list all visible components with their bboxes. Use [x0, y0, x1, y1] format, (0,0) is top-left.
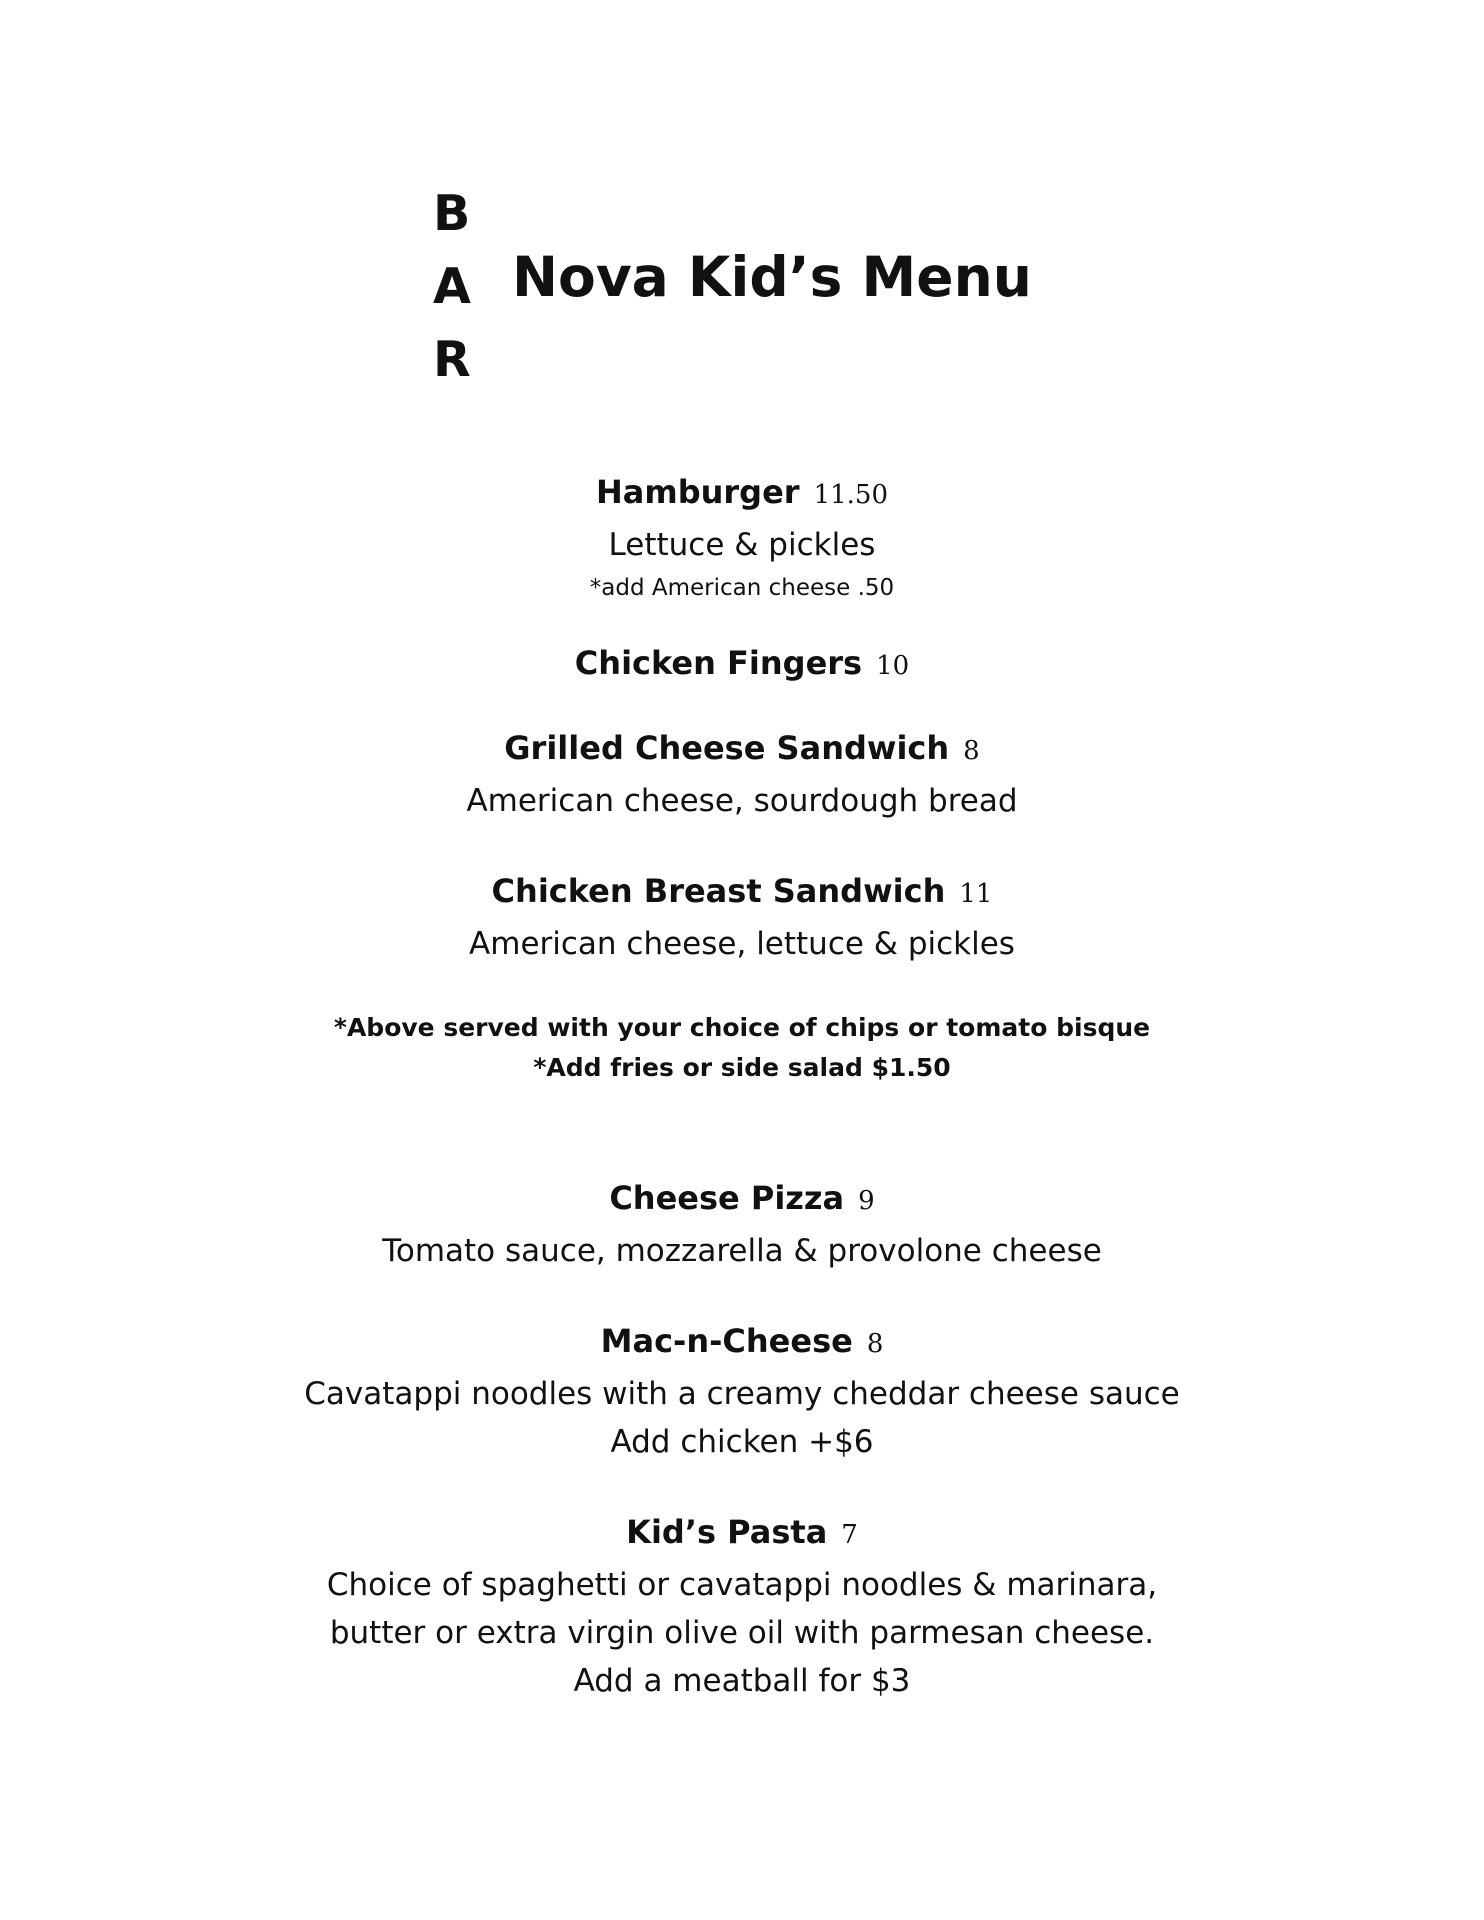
- item-description: Tomato sauce, mozzarella & provolone cheese: [382, 1233, 1102, 1269]
- item-header: [0, 1172, 1484, 1227]
- item-name: Cheese Pizza: [609, 1179, 845, 1217]
- item-note: *add American cheese .50: [589, 575, 895, 601]
- menu-item-chicken-breast-sandwich: [0, 865, 1484, 968]
- logo-letter-a: A: [433, 258, 471, 315]
- item-header: [0, 865, 1484, 920]
- item-description: American cheese, lettuce & pickles: [469, 926, 1015, 962]
- footnote-add-fries: *Add fries or side salad $1.50: [533, 1053, 951, 1082]
- item-header: [0, 722, 1484, 777]
- item-description-line: butter or extra virgin olive oil with parmesan cheese.: [329, 1615, 1155, 1651]
- logo-letter-r: R: [433, 331, 471, 388]
- menu-item-grilled-cheese: [0, 722, 1484, 825]
- item-name: Chicken Breast Sandwich: [491, 872, 946, 910]
- item-description: Lettuce & pickles: [608, 527, 876, 563]
- item-price: 11.50: [813, 480, 888, 510]
- served-with-notes: [0, 1008, 1484, 1088]
- item-name: Mac-n-Cheese: [600, 1322, 853, 1360]
- item-description-line: Choice of spaghetti or cavatappi noodles & marinara,: [326, 1567, 1158, 1603]
- item-name: Kid’s Pasta: [626, 1513, 828, 1551]
- item-price: 8: [866, 1329, 884, 1359]
- item-add-on: Add chicken +$6: [610, 1424, 874, 1460]
- menu-item-chicken-fingers: [0, 637, 1484, 692]
- item-name: Chicken Fingers: [574, 644, 863, 682]
- item-name: Hamburger: [595, 473, 800, 511]
- item-description: American cheese, sourdough bread: [466, 783, 1018, 819]
- item-header: [0, 1315, 1484, 1370]
- logo-letter-b: B: [433, 185, 471, 242]
- menu-item-mac-n-cheese: [0, 1315, 1484, 1466]
- item-price: 10: [876, 651, 910, 681]
- footnote-sides: *Above served with your choice of chips or tomato bisque: [333, 1013, 1151, 1042]
- item-description: Cavatappi noodles with a creamy cheddar cheese sauce: [304, 1376, 1180, 1412]
- item-header: [0, 637, 1484, 692]
- menu-item-kids-pasta: [0, 1506, 1484, 1705]
- item-add-on: Add a meatball for $3: [573, 1663, 911, 1699]
- item-price: 8: [963, 736, 980, 766]
- menu-list: [0, 466, 1484, 1705]
- item-header: [0, 466, 1484, 521]
- item-price: 9: [858, 1186, 875, 1216]
- item-name: Grilled Cheese Sandwich: [504, 729, 950, 767]
- item-price: 7: [841, 1520, 858, 1550]
- bar-logo: [433, 177, 493, 396]
- item-price: 11: [959, 879, 993, 909]
- menu-title: Nova Kid’s Menu: [512, 245, 1032, 309]
- item-header: [0, 1506, 1484, 1561]
- menu-item-hamburger: [0, 466, 1484, 607]
- menu-item-cheese-pizza: [0, 1172, 1484, 1275]
